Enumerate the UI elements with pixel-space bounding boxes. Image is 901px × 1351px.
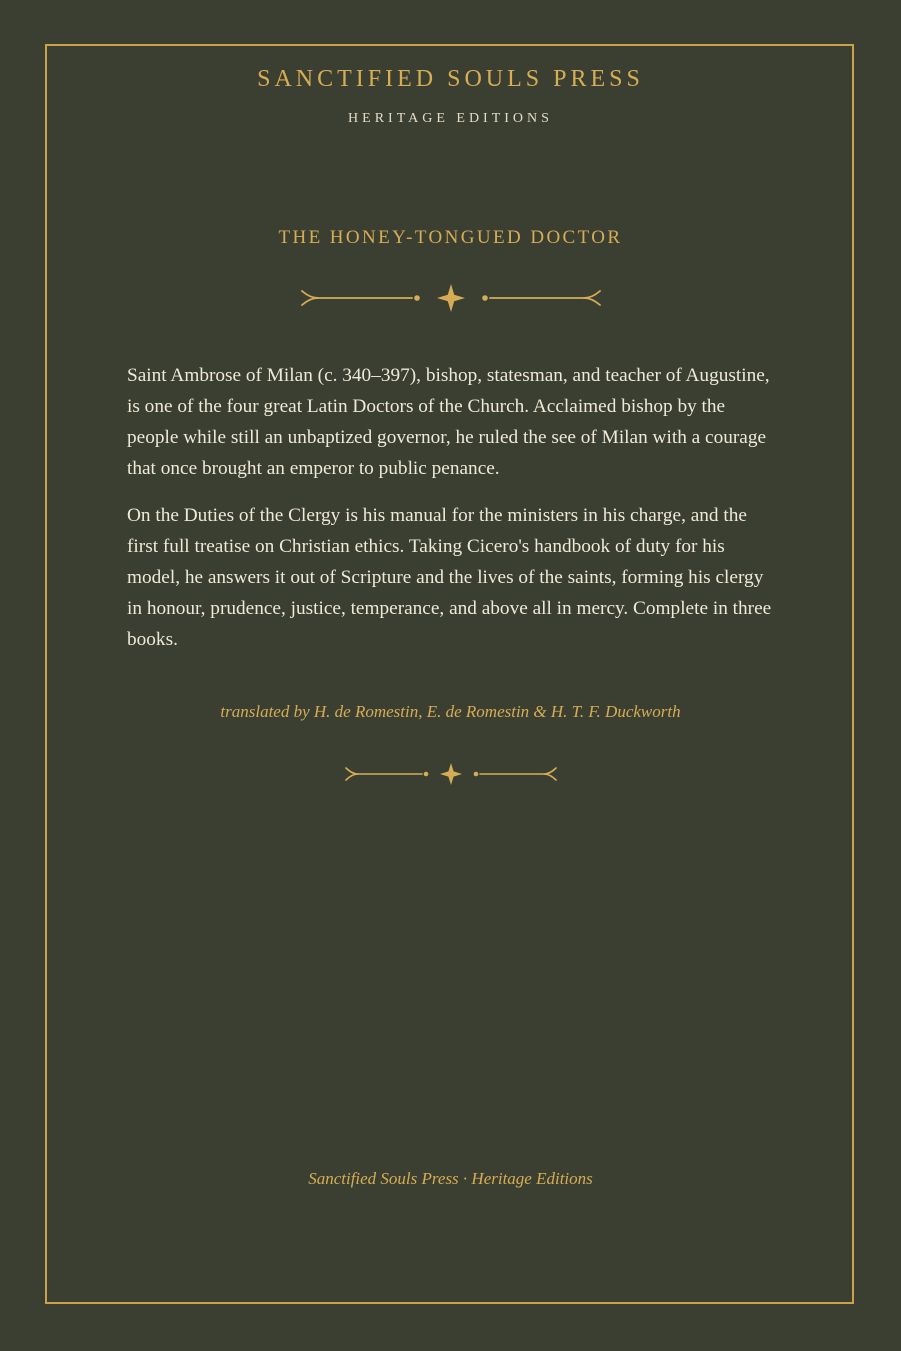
ornament-divider-top — [0, 283, 901, 313]
section-title: THE HONEY-TONGUED DOCTOR — [278, 227, 623, 248]
star-flourish-icon — [344, 761, 558, 787]
paragraph-book-summary: On the Duties of the Clergy is his manual for the ministers in his charge, and the first full treatise on Christian ethics. Taking Cicero's handbook of duty for his model, he answers it out of Scripture and the lives of the saints, forming his clergy in honour, prudence, justice, temperance, and above all in mercy. Complete in three books. — [127, 505, 772, 650]
ornament-divider-bottom — [0, 761, 901, 787]
star-flourish-icon — [300, 283, 602, 313]
translator-credit: translated by H. de Romestin, E. de Romestin & H. T. F. Duckworth — [220, 702, 681, 721]
imprint-name: HERITAGE EDITIONS — [348, 111, 553, 126]
footer-imprint: Sanctified Souls Press · Heritage Editions — [308, 1169, 593, 1188]
description-text — [127, 360, 779, 671]
paragraph-ambrose-bio: Saint Ambrose of Milan (c. 340–397), bishop, statesman, and teacher of Augustine, is one of the four great Latin Doctors of the Church. Acclaimed bishop by the people while still an unbaptized governor, he ruled the see of Milan with a courage that once brought an emperor to public penance. — [127, 365, 770, 479]
publisher-name: SANCTIFIED SOULS PRESS — [257, 66, 644, 92]
